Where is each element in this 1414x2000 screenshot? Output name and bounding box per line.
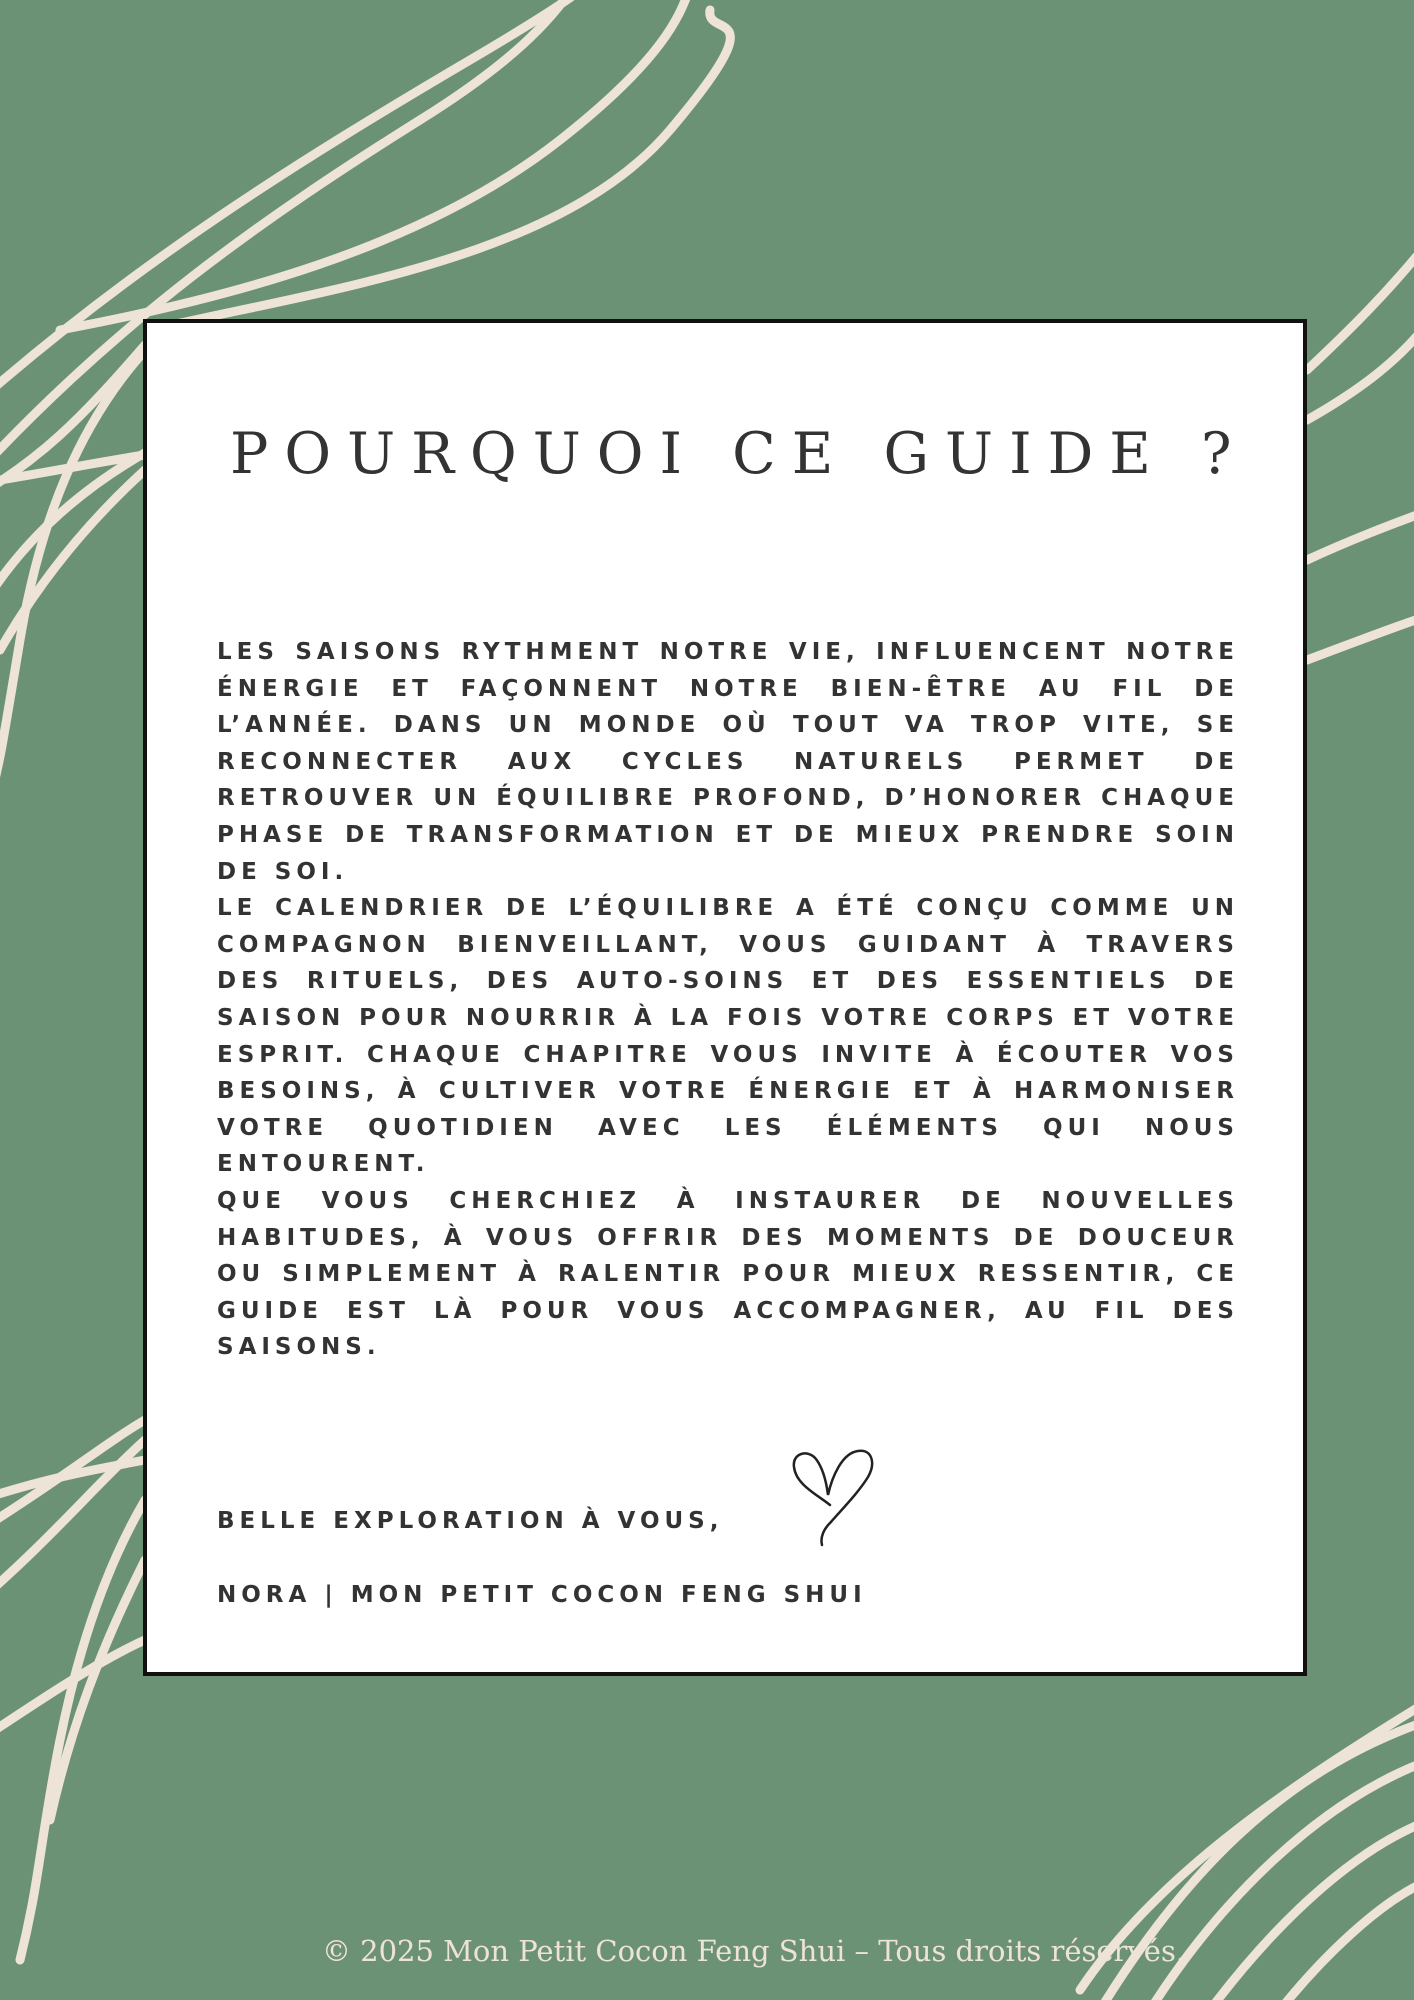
copyright-footer: © 2025 Mon Petit Cocon Feng Shui – Tous droits réservés.: [321, 1934, 1186, 1968]
body-text: [217, 634, 1239, 1366]
paragraph-2: LE CALENDRIER DE L’ÉQUILIBRE A ÉTÉ CONÇU COMME UN COMPAGNON BIENVEILLANT, VOUS GUIDANT À TRAVERS DES RITUELS, DES AUTO-SOINS ET DES ESSENTIELS DE SAISON POUR NOURRIR À LA FOIS VOTRE CORPS ET VOTRE ESPRIT. CHAQUE CHAPITRE VOUS INVITE À ÉCOUTER VOS BESOINS, À CULTIVER VOTRE ÉNERGIE ET À HARMONISER VOTRE QUOTIDIEN AVEC LES ÉLÉMENTS QUI NOUS ENTOURENT.: [217, 895, 1239, 1178]
paragraph-1: LES SAISONS RYTHMENT NOTRE VIE, INFLUENCENT NOTRE ÉNERGIE ET FAÇONNENT NOTRE BIEN-ÊTRE AU FIL DE L’ANNÉE. DANS UN MONDE OÙ TOUT VA TROP VITE, SE RECONNECTER AUX CYCLES NATURELS PERMET DE RETROUVER UN ÉQUILIBRE PROFOND, D’HONORER CHAQUE PHASE DE TRANSFORMATION ET DE MIEUX PRENDRE SOIN DE SOI.: [217, 639, 1239, 885]
content-card: [143, 319, 1307, 1676]
hand-drawn-heart-icon: [788, 1445, 878, 1547]
closing-line: BELLE EXPLORATION À VOUS,: [217, 1508, 724, 1534]
page-title: POURQUOI CE GUIDE ?: [230, 421, 1248, 487]
signature: NORA | MON PETIT COCON FENG SHUI: [217, 1582, 867, 1608]
paragraph-3: QUE VOUS CHERCHIEZ À INSTAURER DE NOUVELLES HABITUDES, À VOUS OFFRIR DES MOMENTS DE DOUCEUR OU SIMPLEMENT À RALENTIR POUR MIEUX RESSENTIR, CE GUIDE EST LÀ POUR VOUS ACCOMPAGNER, AU FIL DES SAISONS.: [217, 1187, 1239, 1361]
